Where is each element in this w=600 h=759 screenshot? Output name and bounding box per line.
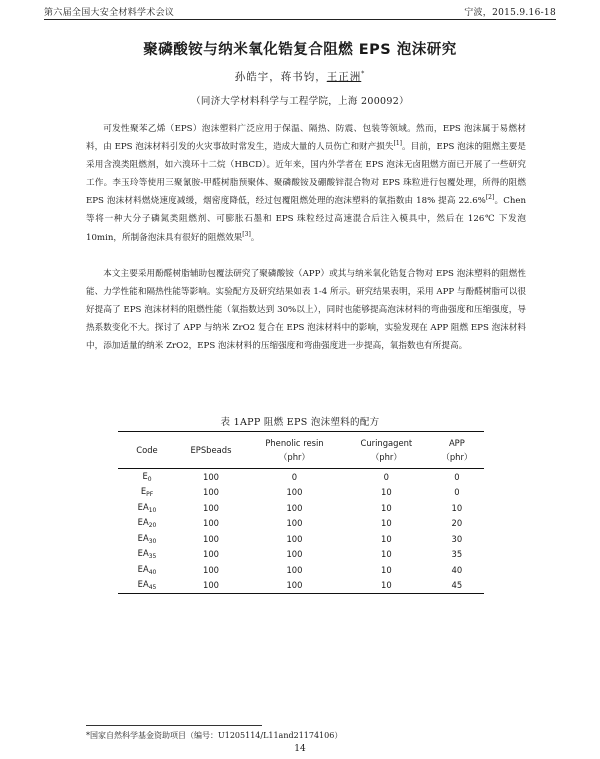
- cell-app: 35: [451, 549, 463, 560]
- para1-text-a: 可发性聚苯乙烯（EPS）泡沫塑料广泛应用于保温、隔热、防震、包装等领域。然而，EPS 泡沫属于易燃材料，由 EPS 泡沫材料引发的火灾事故时常发生，造成大量的人员伤亡和财产损失: [86, 124, 526, 153]
- cell-app: 20: [451, 518, 463, 529]
- cell-phenolic-resin: 100: [286, 487, 303, 498]
- header-divider: [44, 19, 556, 20]
- cell-eps-beads: 100: [202, 518, 219, 529]
- citation-1: [1]: [393, 140, 402, 148]
- cell-phenolic-resin: 100: [286, 502, 303, 513]
- authors-first: 孙皓宇，蒋书钧，: [234, 71, 327, 83]
- cell-app: 0: [454, 471, 460, 482]
- cell-code: $E_0$: [142, 470, 152, 483]
- table-row: [118, 485, 484, 501]
- paper-title: 聚磷酸铵与纳米氧化锆复合阻燃 EPS 泡沫研究: [143, 42, 457, 58]
- cell-eps-beads: 100: [202, 471, 219, 482]
- cell-eps-beads: 100: [202, 549, 219, 560]
- corresponding-mark: *: [361, 70, 366, 78]
- cell-code: $EA_{40}$: [137, 563, 157, 576]
- cell-phenolic-resin: 100: [286, 533, 303, 544]
- cell-app: 10: [451, 502, 463, 513]
- cell-phenolic-resin: 100: [286, 549, 303, 560]
- cell-curing-agent: 10: [381, 564, 392, 575]
- citation-3: [3]: [242, 230, 251, 238]
- table-row: [118, 516, 484, 532]
- funding-footnote: *国家自然科学基金资助项目（编号：U1205114/L11and21174106）: [86, 731, 343, 740]
- para1-text-d: 。: [250, 232, 260, 243]
- citation-2: [2]: [485, 194, 495, 202]
- cell-phenolic-resin: 100: [286, 518, 303, 529]
- header-code: Code: [136, 445, 158, 455]
- cell-eps-beads: 100: [202, 564, 219, 575]
- table-row: [118, 531, 484, 547]
- cell-code: $E_{PF}$: [140, 486, 154, 499]
- cell-curing-agent: 10: [381, 533, 392, 544]
- header-eps-beads: EPSbeads: [190, 445, 232, 455]
- header-app: APP （phr）: [441, 438, 473, 462]
- para1-text-b: 。目前，EPS 泡沫的阻燃主要是采用含溴类阻燃剂，如六溴环十二烷（HBCD）。近年来，国内外学者在 EPS 泡沫无卤阻燃方面已开展了一些研究工作。李玉玲等使用三聚氰胺-甲醛树脂预聚体、聚磷酸铵及硼酸锌混合物对 EPS 珠粒进行包覆处理，所得的阻燃 EPS 泡沫材料燃烧速度减缓，烟密度降低，经过包覆阻燃处理的泡沫塑料的氧指数由 18% 提高 22.6%: [86, 142, 526, 207]
- cell-curing-agent: 10: [381, 487, 392, 498]
- cell-eps-beads: 100: [202, 502, 219, 513]
- paragraph-methods: 本文主要采用酚醛树脂辅助包覆法研究了聚磷酸铵（APP）或其与纳米氧化锆复合物对 EPS 泡沫塑料的阻燃性能、力学性能和隔热性能等影响。实验配方及研究结果如表 1-4 所示。研究结果表明，采用 APP 与酚醛树脂可以很好提高了 EPS 泡沫材料的阻燃性能（氧指数达到 30%以上），同时也能够提高泡沫材料的弯曲强度和压缩强度，导热系数变化不大。探讨了 APP 与纳米 ZrO2 复合在 EPS 泡沫材料中的影响，实验发现在 APP 阻燃 EPS 泡沫材料中，添加适量的纳米 ZrO2，EPS 泡沫材料的压缩强度和弯曲强度进一步提高，氧指数也有所提高。: [86, 269, 526, 352]
- conference-name: 第六届全国大安全材料学术会议: [44, 7, 175, 18]
- paragraph-introduction: [86, 120, 526, 247]
- cell-app: 40: [451, 564, 463, 575]
- table-row: [118, 547, 484, 563]
- conference-date: 宁波，2015.9.16-18: [464, 7, 556, 18]
- footnote-divider: [86, 725, 262, 726]
- author-list: [0, 69, 600, 84]
- cell-code: $EA_{10}$: [137, 501, 157, 514]
- running-header: [44, 4, 556, 18]
- cell-curing-agent: 10: [381, 502, 392, 513]
- table-row: [118, 578, 484, 594]
- table-header-row: [118, 432, 484, 469]
- para1-text-c: 。Chen 等将一种大分子磷氮类阻燃剂、可膨胀石墨和 EPS 珠粒经过高速混合后注入模具中，然后在 126℃ 下发泡 10min，所制备泡沫具有很好的阻燃效果: [86, 196, 526, 243]
- cell-phenolic-resin: 100: [286, 564, 303, 575]
- cell-curing-agent: 10: [381, 549, 392, 560]
- cell-eps-beads: 100: [202, 580, 219, 591]
- table-row: [118, 469, 484, 485]
- cell-phenolic-resin: 100: [286, 580, 303, 591]
- table-row: [118, 562, 484, 578]
- cell-code: $EA_{35}$: [137, 548, 157, 561]
- header-phenolic-resin: Phenolic resin （phr）: [265, 438, 324, 462]
- table-caption: 表 1APP 阻燃 EPS 泡沫塑料的配方: [220, 417, 380, 428]
- cell-app: 0: [454, 487, 460, 498]
- cell-curing-agent: 10: [381, 518, 392, 529]
- cell-phenolic-resin: 0: [291, 471, 298, 482]
- formulation-table: [118, 431, 484, 594]
- cell-code: $EA_{45}$: [137, 579, 157, 592]
- cell-eps-beads: 100: [202, 533, 219, 544]
- table-row: [118, 500, 484, 516]
- cell-code: $EA_{20}$: [137, 517, 157, 530]
- header-curing-agent: Curingagent （phr）: [360, 438, 413, 462]
- affiliation: （同济大学材料科学与工程学院，上海 200092）: [191, 96, 409, 107]
- cell-eps-beads: 100: [202, 487, 219, 498]
- page-number: 14: [294, 744, 306, 754]
- cell-code: $EA_{30}$: [137, 532, 157, 545]
- cell-curing-agent: 10: [381, 580, 392, 591]
- corresponding-author: 王正洲: [326, 71, 362, 83]
- cell-app: 30: [451, 533, 463, 544]
- cell-app: 45: [451, 580, 463, 591]
- cell-curing-agent: 0: [383, 471, 390, 482]
